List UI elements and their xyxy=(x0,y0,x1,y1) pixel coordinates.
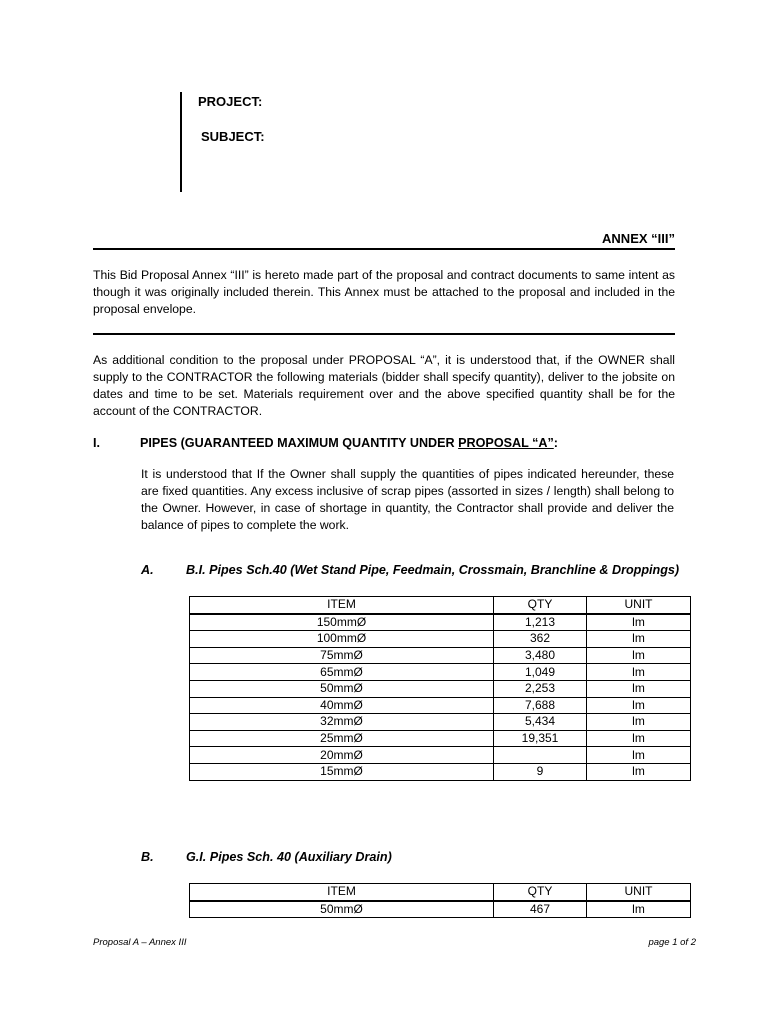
table-row xyxy=(190,647,691,664)
column-header-item: ITEM xyxy=(190,884,494,901)
table-row xyxy=(190,697,691,714)
unit-cell: lm xyxy=(587,614,691,631)
intro-divider xyxy=(93,333,675,335)
section-1-paragraph: It is understood that If the Owner shall supply the quantities of pipes indicated hereunder, these are fixed quantities. Any excess inclusive of scrap pipes (assorted in sizes / length) shall belong to the Owner. However, in case of shortage in quantity, the Contractor shall provide and deliver the balance of pipes to complete the work. xyxy=(141,467,674,532)
unit-cell: lm xyxy=(587,901,691,918)
qty-cell: 5,434 xyxy=(494,714,587,731)
sub-b-title-bold: (Auxiliary Drain) xyxy=(294,850,392,864)
top-divider xyxy=(93,248,675,250)
sub-b-title xyxy=(186,850,392,864)
unit-cell: lm xyxy=(587,714,691,731)
qty-cell xyxy=(494,747,587,764)
item-cell: 15mmØ xyxy=(190,763,494,780)
unit-cell: lm xyxy=(587,763,691,780)
sub-b-title-plain: G.I. Pipes Sch. 40 xyxy=(186,850,295,864)
qty-cell: 1,049 xyxy=(494,664,587,681)
footer-left: Proposal A – Annex III xyxy=(93,937,187,948)
unit-cell: lm xyxy=(587,647,691,664)
section-1-title-underlined: PROPOSAL “A” xyxy=(458,436,554,450)
item-cell: 50mmØ xyxy=(190,680,494,697)
section-1-title-prefix: PIPES (GUARANTEED MAXIMUM QUANTITY UNDER xyxy=(140,436,459,450)
condition-paragraph: As additional condition to the proposal under PROPOSAL “A”, it is understood that, if the OWNER shall supply to the CONTRACTOR the following materials (bidder shall specify quantity), deliver to the jobsite on dates and time to be set. Materials requirement over and the above specified quantity shall be for the account of the CONTRACTOR. xyxy=(93,353,675,418)
table-row xyxy=(190,680,691,697)
column-header-unit: UNIT xyxy=(587,597,691,614)
sub-b-letter: B. xyxy=(141,850,154,864)
table-row xyxy=(190,901,691,918)
section-1-title xyxy=(140,436,558,450)
item-cell: 40mmØ xyxy=(190,697,494,714)
sub-a-title-bold: (Wet Stand Pipe, Feedmain, Crossmain, Branchline & Droppings) xyxy=(290,563,680,577)
unit-cell: lm xyxy=(587,631,691,648)
qty-cell: 362 xyxy=(494,631,587,648)
pipes-table-b xyxy=(189,883,691,918)
table-row xyxy=(190,614,691,631)
table-header-row xyxy=(190,597,691,614)
item-cell: 32mmØ xyxy=(190,714,494,731)
table-row xyxy=(190,664,691,681)
item-cell: 50mmØ xyxy=(190,901,494,918)
unit-cell: lm xyxy=(587,747,691,764)
table-row xyxy=(190,631,691,648)
subject-label: SUBJECT: xyxy=(201,129,265,144)
section-1-title-suffix: : xyxy=(553,436,558,450)
column-header-qty: QTY xyxy=(494,884,587,901)
qty-cell: 1,213 xyxy=(494,614,587,631)
unit-cell: lm xyxy=(587,664,691,681)
qty-cell: 2,253 xyxy=(494,680,587,697)
column-header-item: ITEM xyxy=(190,597,494,614)
column-header-unit: UNIT xyxy=(587,884,691,901)
header-vertical-rule xyxy=(180,92,182,192)
sub-a-title-plain: B.I. Pipes Sch.40 xyxy=(186,563,291,577)
qty-cell: 7,688 xyxy=(494,697,587,714)
sub-a-title xyxy=(186,563,679,577)
item-cell: 20mmØ xyxy=(190,747,494,764)
qty-cell: 9 xyxy=(494,763,587,780)
unit-cell: lm xyxy=(587,680,691,697)
section-1-number: I. xyxy=(93,436,100,450)
item-cell: 75mmØ xyxy=(190,647,494,664)
pipes-table-a xyxy=(189,596,691,781)
project-label: PROJECT: xyxy=(198,94,263,109)
item-cell: 25mmØ xyxy=(190,730,494,747)
annex-title: ANNEX “III” xyxy=(602,231,675,246)
qty-cell: 467 xyxy=(494,901,587,918)
item-cell: 100mmØ xyxy=(190,631,494,648)
item-cell: 65mmØ xyxy=(190,664,494,681)
unit-cell: lm xyxy=(587,730,691,747)
column-header-qty: QTY xyxy=(494,597,587,614)
table-row xyxy=(190,714,691,731)
table-header-row xyxy=(190,884,691,901)
table-row xyxy=(190,730,691,747)
qty-cell: 19,351 xyxy=(494,730,587,747)
sub-a-letter: A. xyxy=(141,563,154,577)
item-cell: 150mmØ xyxy=(190,614,494,631)
intro-paragraph: This Bid Proposal Annex “III” is hereto made part of the proposal and contract documents to same intent as though it was originally included therein. This Annex must be attached to the proposal and included in the proposal envelope. xyxy=(93,268,675,316)
unit-cell: lm xyxy=(587,697,691,714)
table-row xyxy=(190,747,691,764)
qty-cell: 3,480 xyxy=(494,647,587,664)
table-row xyxy=(190,763,691,780)
footer-page-number: page 1 of 2 xyxy=(648,937,696,948)
